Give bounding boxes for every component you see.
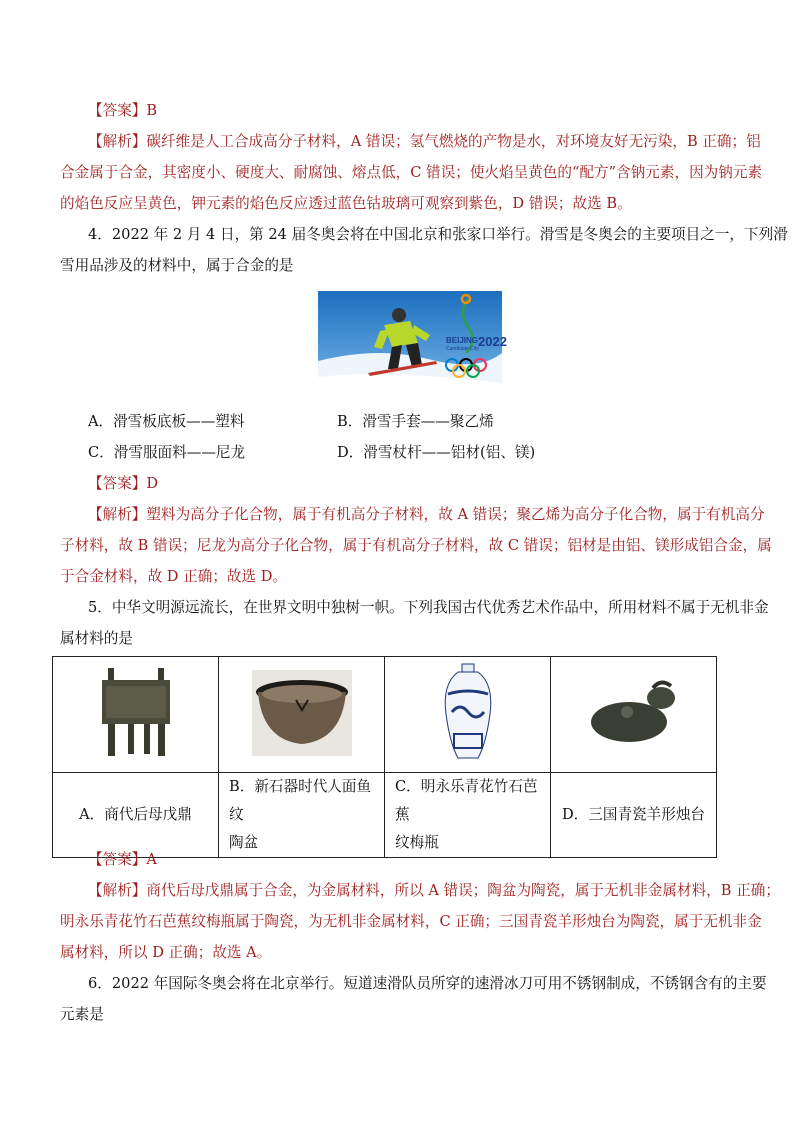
q5-caption-b: B．新石器时代人面鱼纹 陶盆: [219, 773, 385, 858]
q5-image-cell-a: [53, 657, 219, 773]
q5-answer: 【答案】A: [88, 851, 157, 868]
pottery-basin-image: [252, 670, 352, 756]
q4-option-a: A．滑雪板底板——塑料: [88, 413, 245, 430]
q4-analysis-line-2: 子材料，故 B 错误；尼龙为高分子化合物，属于有机高分子材料，故 C 错误；铝材是由铝、镁形成铝合金，属: [60, 537, 772, 554]
q5-image-cell-c: [385, 657, 551, 773]
q3-answer: 【答案】B: [88, 102, 158, 119]
q5-options-table: [52, 656, 717, 858]
q3-analysis-line-3: 的焰色反应呈黄色，钾元素的焰色反应透过蓝色钴玻璃可观察到紫色，D 错误；故选 B。: [60, 195, 632, 212]
beijing-logo-sub: Candidate City: [446, 346, 479, 352]
q5-caption-d: D．三国青瓷羊形烛台: [551, 773, 717, 858]
q4-option-d: D．滑雪杖杆——铝材(铝、镁): [337, 444, 536, 461]
q4-option-b: B．滑雪手套——聚乙烯: [337, 413, 494, 430]
q4-analysis-line-3: 于合金材料，故 D 正确；故选 D。: [60, 568, 288, 585]
q5-image-cell-b: [219, 657, 385, 773]
q4-stem-line-2: 雪用品涉及的材料中，属于合金的是: [60, 257, 294, 274]
q5-analysis-line-1: 【解析】商代后母戊鼎属于合金，为金属材料，所以 A 错误；陶盆为陶瓷，属于无机非金属材料，B 正确；: [88, 882, 780, 899]
q5-caption-a: A．商代后母戊鼎: [53, 773, 219, 858]
q5-image-cell-d: [551, 657, 717, 773]
q6-stem-line-2: 元素是: [60, 1006, 104, 1023]
q4-analysis-line-1: 【解析】塑料为高分子化合物，属于有机高分子材料，故 A 错误；聚乙烯为高分子化合物，属于有机高分: [88, 506, 765, 523]
beijing-logo-text: BEIJING: [446, 336, 479, 345]
olympic-rings-icon: [442, 357, 502, 379]
q5-analysis-line-2: 明永乐青花竹石芭蕉纹梅瓶属于陶瓷，为无机非金属材料，C 正确；三国青瓷羊形烛台为陶瓷，属于无机非金: [60, 913, 762, 930]
bronze-ding-image: [98, 668, 174, 758]
beijing-logo-year: 2022: [478, 334, 507, 349]
q3-analysis-line-2: 合金属于合金，其密度小、硬度大、耐腐蚀、熔点低，C 错误；使火焰呈黄色的“配方”含钠元素，因为钠元素: [60, 164, 763, 181]
q4-stem-line-1: 4．2022 年 2 月 4 日，第 24 届冬奥会将在中国北京和张家口举行。滑雪是冬奥会的主要项目之一，下列滑: [88, 226, 788, 243]
plum-vase-image: [438, 664, 498, 762]
q6-stem-line-1: 6．2022 年国际冬奥会将在北京举行。短道速滑队员所穿的速滑冰刀可用不锈钢制成，不锈钢含有的主要: [88, 975, 767, 992]
q4-answer: 【答案】D: [88, 475, 159, 492]
q3-analysis-line-1: 【解析】碳纤维是人工合成高分子材料，A 错误；氢气燃烧的产物是水，对环境友好无污染，B 正确；铝: [88, 133, 761, 150]
q5-stem-line-1: 5．中华文明源远流长，在世界文明中独树一帜。下列我国古代优秀艺术作品中，所用材料不属于无机非金: [88, 599, 769, 616]
q5-caption-c: C．明永乐青花竹石芭蕉 纹梅瓶: [385, 773, 551, 858]
q5-stem-line-2: 属材料的是: [60, 630, 133, 647]
analysis-label: 【解析】: [88, 506, 147, 523]
analysis-label: 【解析】: [88, 133, 147, 150]
analysis-label: 【解析】: [88, 882, 147, 899]
celadon-sheep-image: [587, 678, 681, 748]
q4-option-c: C．滑雪服面料——尼龙: [88, 444, 246, 461]
q5-analysis-line-3: 属材料，所以 D 正确；故选 A。: [60, 944, 272, 961]
skier-photo: [318, 291, 507, 395]
